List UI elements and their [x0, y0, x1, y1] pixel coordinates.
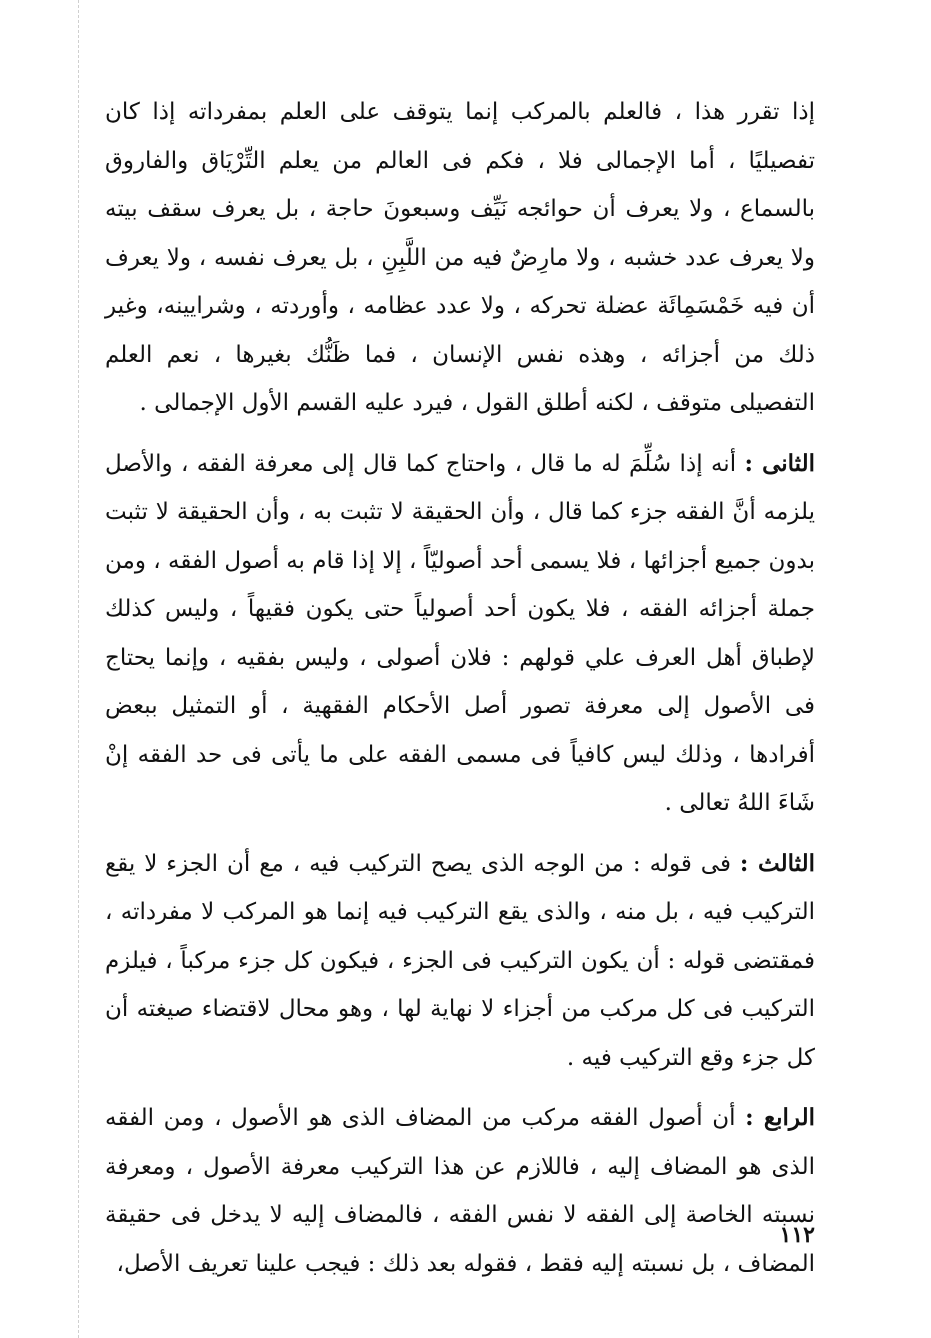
paragraph-third [105, 840, 815, 1083]
paragraph-fourth [105, 1094, 815, 1288]
paragraph-second [105, 440, 815, 828]
paragraph-lead: الرابع : [745, 1104, 816, 1131]
page-number: ١١٢ [779, 1222, 815, 1248]
gutter-line [78, 0, 79, 1338]
paragraph-lead: الثانى : [744, 449, 815, 477]
paragraph-text: فى قوله : من الوجه الذى يصح التركيب فيه ، مع أن الجزء لا يقع التركيب فيه ، بل منه ، والذى يقع التركيب فيه إنما هو المركب لا مفرداته ، فمقتضى قوله : أن يكون التركيب فى الجزء ، فيكون كل جزء مركباً ، فيلزم التركيب فى كل مركب من أجزاء لا نهاية لها ، وهو محال لاقتضاء صيغته أن كل جزء وقع التركيب فيه . [105, 850, 815, 1071]
paragraph-lead: الثالث : [739, 849, 815, 877]
paragraph-text: إذا تقرر هذا ، فالعلم بالمركب إنما يتوقف على العلم بمفرداته إذا كان تفصيليًا ، أما الإجمالى فلا ، فكم فى العالم من يعلم التِّرْيَاق والفاروق بالسماع ، ولا يعرف أن حوائجه نَيِّف وسبعونَ حاجة ، بل يعرف سقف بيته ولا يعرف عدد خشبه ، ولا مارِضٌ فيه من اللَّبِنِ ، بل يعرف نفسه ، ولا يعرف أن فيه خَمْسَمِائَة عضلة تحركه ، ولا عدد عظامه ، وأوردته ، وشرايينه، وغير ذلك من أجزائه ، وهذه نفس الإنسان ، فما ظَنُّك بغيرها ، نعم العلم التفصيلى متوقف ، لكنه أطلق القول ، فيرد عليه القسم الأول الإجمالى . [105, 99, 815, 416]
paragraph-text: أن أصول الفقه مركب من المضاف الذى هو الأصول ، ومن الفقه الذى هو المضاف إليه ، فاللازم عن هذا التركيب معرفة الأصول ، ومعرفة نسبته الخاصة إلى الفقه لا نفس الفقه ، فالمضاف إليه لا يدخل فى حقيقة المضاف ، بل نسبته إليه فقط ، فقوله بعد ذلك : فيجب علينا تعريف الأصل، [105, 1105, 815, 1277]
paragraph-intro [105, 88, 815, 428]
paragraph-text: أنه إذا سُلِّمَ له ما قال ، واحتاج كما قال إلى معرفة الفقه ، والأصل يلزمه أنَّ الفقه جزء كما قال ، وأن الحقيقة لا تثبت به ، وأن الحقيقة لا تثبت بدون جميع أجزائها ، فلا يسمى أحد أصوليّاً ، إلا إذا قام به أصول الفقه ، ومن جملة أجزائه الفقه ، فلا يكون أحد أصولياً حتى يكون فقيهاً ، وليس كذلك لإطباق أهل العرف علي قولهم : فلان أصولى ، وليس بفقيه ، وإنما يحتاج فى الأصول إلى معرفة تصور أصل الأحكام الفقهية ، أو التمثيل ببعض أفرادها ، وذلك ليس كافياً فى مسمى الفقه على ما يأتى فى حد الفقه إنْ شَاءَ اللهُ تعالى . [105, 450, 815, 816]
body-text [105, 88, 815, 1288]
